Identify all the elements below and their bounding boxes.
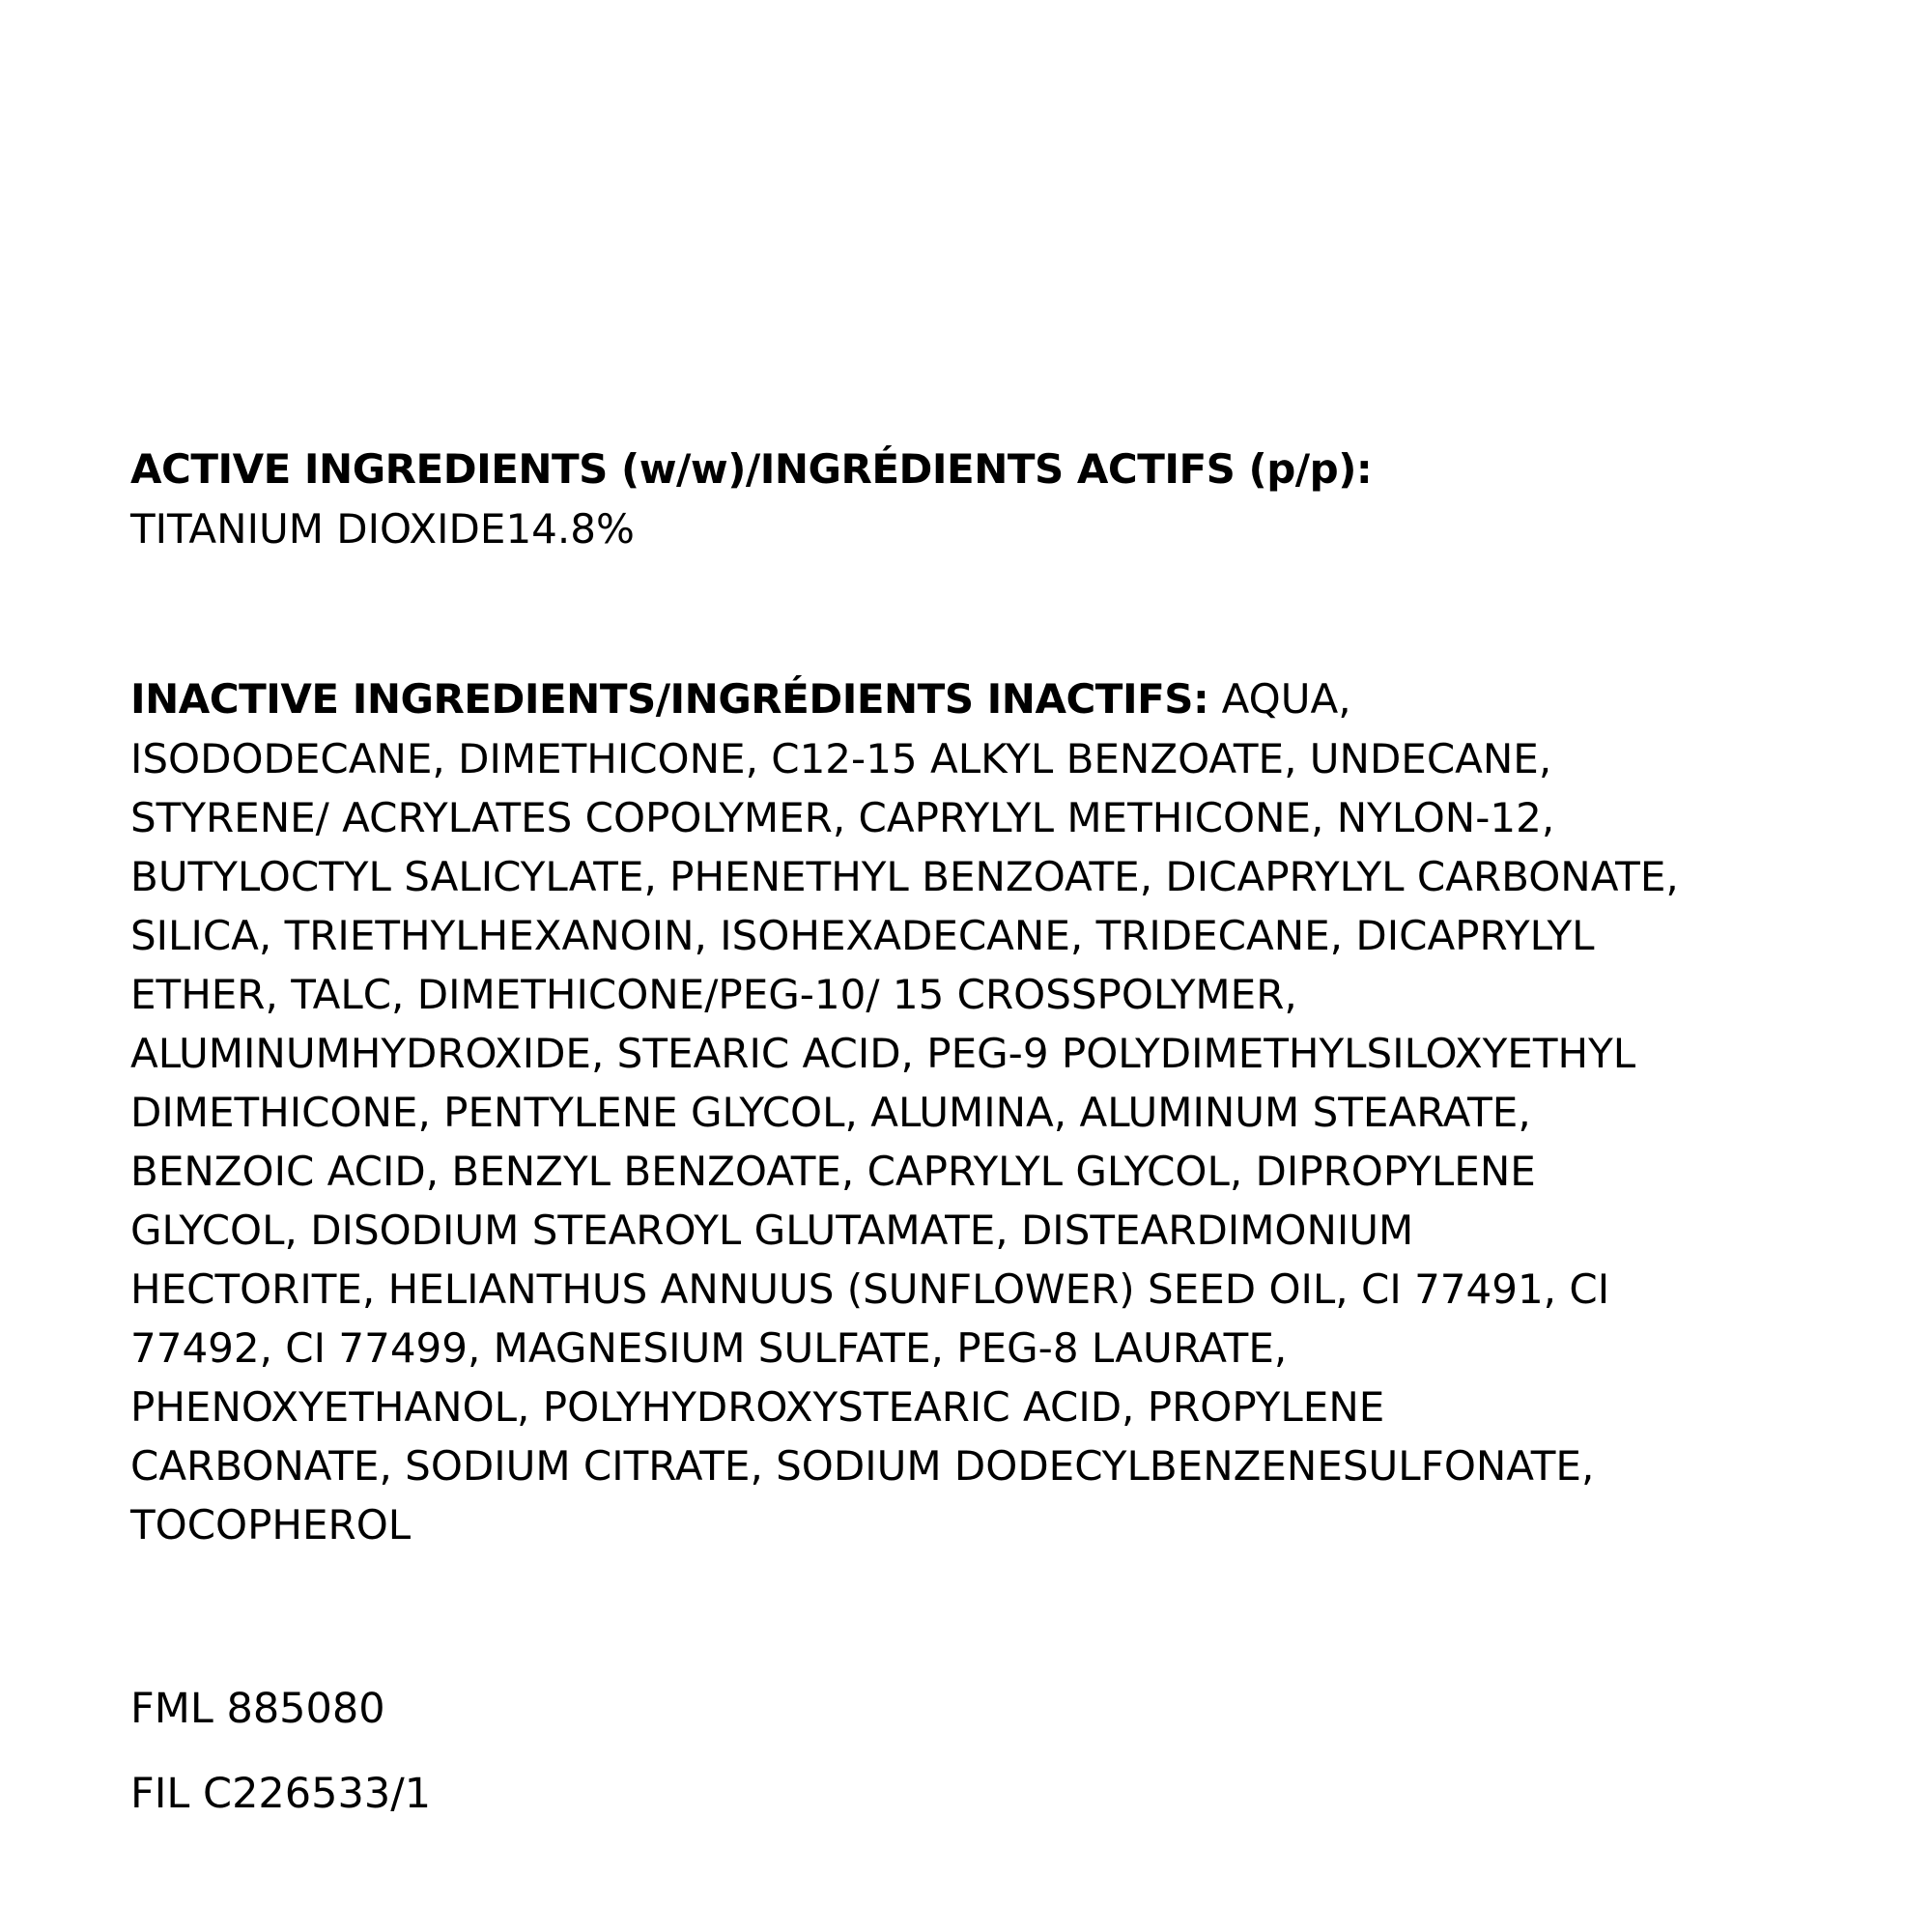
inactive-line-1 — [130, 669, 1889, 729]
fml-code: FML 885080 — [130, 1685, 385, 1733]
product-codes — [130, 1666, 1889, 1836]
fil-code: FIL C226533/1 — [130, 1770, 432, 1818]
inactive-line: 77492, CI 77499, MAGNESIUM SULFATE, PEG-8 LAURATE, — [130, 1324, 1288, 1372]
inactive-line: STYRENE/ ACRYLATES COPOLYMER, CAPRYLYL METHICONE, NYLON-12, — [130, 794, 1555, 841]
inactive-line: SILICA, TRIETHYLHEXANOIN, ISOHEXADECANE, TRIDECANE, DICAPRYLYL — [130, 912, 1595, 959]
inactive-line: CARBONATE, SODIUM CITRATE, SODIUM DODECYLBENZENESULFONATE, — [130, 1442, 1595, 1490]
active-ingredients-heading: ACTIVE INGREDIENTS (w/w)/INGRÉDIENTS ACTIFS (p/p): — [130, 445, 1373, 493]
inactive-ingredients-paragraph — [130, 669, 1889, 1554]
inactive-line: DIMETHICONE, PENTYLENE GLYCOL, ALUMINA, ALUMINUM STEARATE, — [130, 1089, 1531, 1136]
inactive-line: BENZOIC ACID, BENZYL BENZOATE, CAPRYLYL GLYCOL, DIPROPYLENE — [130, 1148, 1536, 1195]
ingredient-label — [130, 440, 1889, 1836]
active-ingredient-value: TITANIUM DIOXIDE14.8% — [130, 505, 635, 553]
inactive-line: BUTYLOCTYL SALICYLATE, PHENETHYL BENZOATE, DICAPRYLYL CARBONATE, — [130, 853, 1679, 900]
inactive-line: ISODODECANE, DIMETHICONE, C12-15 ALKYL BENZOATE, UNDECANE, — [130, 735, 1552, 782]
active-ingredients-section — [130, 440, 1889, 558]
inactive-line: TOCOPHEROL — [130, 1501, 412, 1548]
inactive-line: ALUMINUMHYDROXIDE, STEARIC ACID, PEG-9 POLYDIMETHYLSILOXYETHYL — [130, 1030, 1636, 1077]
inactive-ingredients-heading: INACTIVE INGREDIENTS/INGRÉDIENTS INACTIFS: — [130, 675, 1209, 723]
inactive-line: HECTORITE, HELIANTHUS ANNUUS (SUNFLOWER) SEED OIL, CI 77491, CI — [130, 1265, 1610, 1313]
inactive-line: ETHER, TALC, DIMETHICONE/PEG-10/ 15 CROSSPOLYMER, — [130, 971, 1297, 1018]
inactive-line-1-text: AQUA, — [1208, 675, 1351, 723]
inactive-ingredients-section — [130, 669, 1889, 1554]
inactive-line: GLYCOL, DISODIUM STEAROYL GLUTAMATE, DISTEARDIMONIUM — [130, 1207, 1414, 1254]
inactive-line: PHENOXYETHANOL, POLYHYDROXYSTEARIC ACID, PROPYLENE — [130, 1383, 1385, 1431]
